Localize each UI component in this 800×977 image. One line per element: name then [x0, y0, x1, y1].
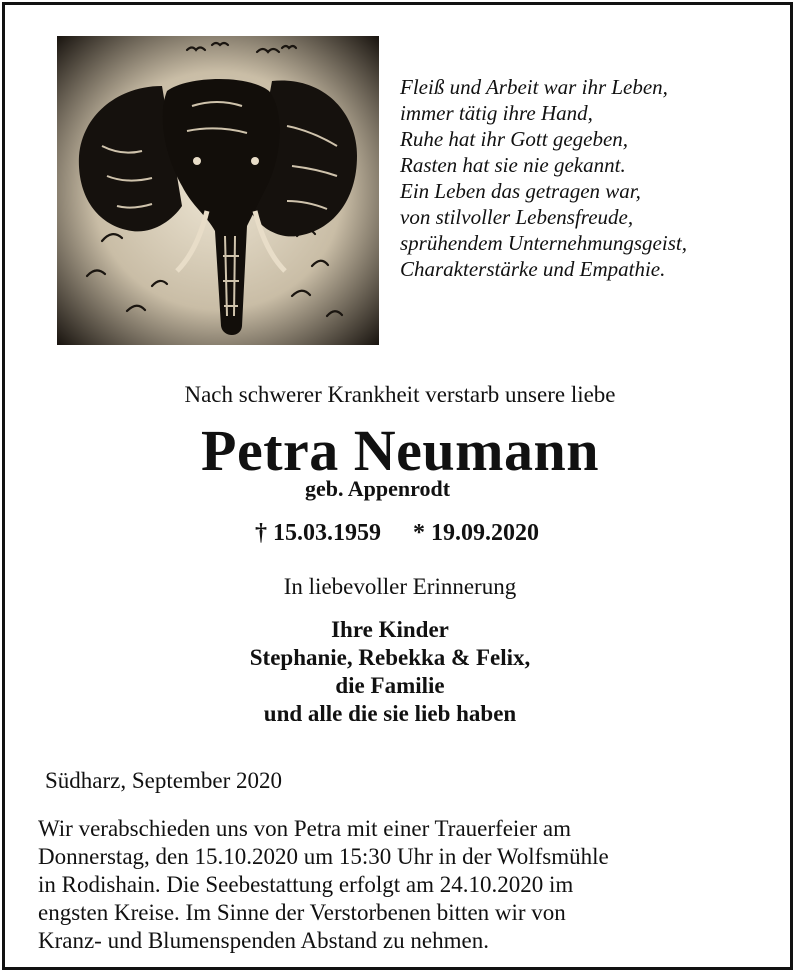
notice-line: in Rodishain. Die Seebestattung erfolgt am 24.10.2020 im	[38, 872, 574, 897]
place-date: Südharz, September 2020	[45, 768, 282, 793]
notice-line: engsten Kreise. Im Sinne der Verstorbenen bitten wir von	[38, 900, 566, 925]
intro-text: Nach schwerer Krankheit verstarb unsere liebe	[184, 382, 616, 407]
poem-line: Fleiß und Arbeit war ihr Leben,	[400, 75, 668, 99]
poem-line: immer tätig ihre Hand,	[400, 101, 593, 125]
birth-name: geb. Appenrodt	[305, 476, 451, 501]
mourner-line: die Familie	[335, 673, 445, 698]
poem-line: Ein Leben das getragen war,	[400, 179, 641, 203]
poem-line: von stilvoller Lebensfreude,	[400, 205, 634, 229]
mourner-line: Ihre Kinder	[331, 617, 449, 642]
elephant-image	[57, 36, 379, 345]
poem-line: Ruhe hat ihr Gott gegeben,	[400, 127, 629, 151]
notice-line: Kranz- und Blumenspenden Abstand zu nehmen.	[38, 928, 489, 953]
mourner-line: Stephanie, Rebekka & Felix,	[249, 645, 531, 670]
poem-line: Charakterstärke und Empathie.	[400, 257, 666, 281]
deceased-name: Petra Neumann	[201, 418, 599, 483]
poem	[400, 74, 780, 282]
mourners	[190, 616, 590, 728]
life-dates	[255, 520, 539, 547]
notice-line: Wir verabschieden uns von Petra mit einer Trauerfeier am	[38, 816, 572, 841]
notice-line: Donnerstag, den 15.10.2020 um 15:30 Uhr in der Wolfsmühle	[38, 844, 609, 869]
poem-line: Rasten hat sie nie gekannt.	[400, 153, 626, 177]
mourner-line: und alle die sie lieb haben	[263, 701, 517, 726]
date-first: † 15.03.1959	[255, 520, 381, 546]
date-second: * 19.09.2020	[413, 520, 539, 546]
memory-line: In liebevoller Erinnerung	[283, 574, 517, 599]
funeral-notice	[38, 815, 758, 955]
poem-line: sprühendem Unternehmungsgeist,	[400, 231, 687, 255]
